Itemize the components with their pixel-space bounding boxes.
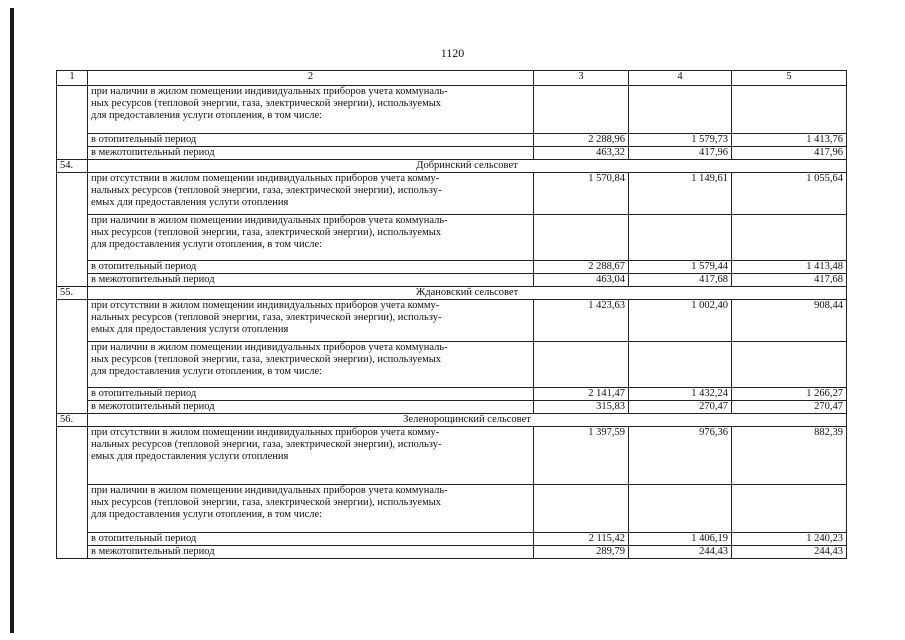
value-cell bbox=[629, 215, 732, 261]
with-meters-description bbox=[88, 86, 534, 134]
value-cell: 244,43 bbox=[629, 546, 732, 559]
value-cell: 1 002,40 bbox=[629, 300, 732, 342]
text-line: при наличии в жилом помещении индивидуальных приборов учета коммуналь- bbox=[91, 215, 448, 226]
with-meters-row bbox=[57, 215, 847, 261]
interheating-label: в межотопительный период bbox=[88, 546, 534, 559]
text-line: нальных ресурсов (тепловой энергии, газа, электрической энергии), использу- bbox=[91, 185, 442, 196]
section-name: Ждановский сельсовет bbox=[88, 287, 847, 300]
row-number-cell bbox=[57, 300, 88, 414]
interheating-label: в межотопительный период bbox=[88, 401, 534, 414]
interheating-row bbox=[57, 546, 847, 559]
value-cell: 1 432,24 bbox=[629, 388, 732, 401]
interheating-row bbox=[57, 274, 847, 287]
page-number: 1120 bbox=[440, 46, 465, 60]
heating-row bbox=[57, 388, 847, 401]
value-cell: 1 266,27 bbox=[732, 388, 847, 401]
value-cell: 1 413,48 bbox=[732, 261, 847, 274]
header-cell: 4 bbox=[629, 71, 732, 86]
section-row bbox=[57, 287, 847, 300]
text-line: при наличии в жилом помещении индивидуальных приборов учета коммуналь- bbox=[91, 485, 448, 496]
without-meters-row bbox=[57, 427, 847, 485]
tariff-table bbox=[56, 70, 847, 559]
value-cell: 1 579,44 bbox=[629, 261, 732, 274]
text-line: для предоставления услуги отопления, в том числе: bbox=[91, 239, 323, 250]
value-cell: 1 579,73 bbox=[629, 134, 732, 147]
value-cell: 417,68 bbox=[629, 274, 732, 287]
heating-row bbox=[57, 261, 847, 274]
value-cell: 1 055,64 bbox=[732, 173, 847, 215]
header-cell: 2 bbox=[88, 71, 534, 86]
with-meters-row bbox=[57, 342, 847, 388]
value-cell: 1 406,19 bbox=[629, 533, 732, 546]
value-cell: 2 141,47 bbox=[534, 388, 629, 401]
heating-row bbox=[57, 533, 847, 546]
value-cell: 270,47 bbox=[629, 401, 732, 414]
value-cell: 270,47 bbox=[732, 401, 847, 414]
text-line: нальных ресурсов (тепловой энергии, газа, электрической энергии), использу- bbox=[91, 312, 442, 323]
value-cell: 315,83 bbox=[534, 401, 629, 414]
value-cell: 1 413,76 bbox=[732, 134, 847, 147]
text-line: ных ресурсов (тепловой энергии, газа, электрической энергии), используемых bbox=[91, 354, 442, 365]
with-meters-row bbox=[57, 86, 847, 134]
without-meters-row bbox=[57, 173, 847, 215]
value-cell: 463,32 bbox=[534, 147, 629, 160]
without-meters-description bbox=[88, 427, 534, 485]
section-row bbox=[57, 414, 847, 427]
row-number-cell bbox=[57, 427, 88, 559]
value-cell: 417,68 bbox=[732, 274, 847, 287]
text-line: емых для предоставления услуги отопления bbox=[91, 324, 289, 335]
value-cell bbox=[732, 86, 847, 134]
without-meters-description bbox=[88, 173, 534, 215]
text-line: для предоставления услуги отопления, в том числе: bbox=[91, 509, 323, 520]
value-cell: 244,43 bbox=[732, 546, 847, 559]
value-cell bbox=[732, 485, 847, 533]
value-cell: 417,96 bbox=[732, 147, 847, 160]
value-cell: 908,44 bbox=[732, 300, 847, 342]
text-line: при отсутствии в жилом помещении индивидуальных приборов учета комму- bbox=[91, 300, 440, 311]
text-line: ных ресурсов (тепловой энергии, газа, электрической энергии), используемых bbox=[91, 497, 442, 508]
without-meters-description bbox=[88, 300, 534, 342]
text-line: нальных ресурсов (тепловой энергии, газа, электрической энергии), использу- bbox=[91, 439, 442, 450]
value-cell: 976,36 bbox=[629, 427, 732, 485]
value-cell: 2 115,42 bbox=[534, 533, 629, 546]
value-cell: 1 397,59 bbox=[534, 427, 629, 485]
section-row bbox=[57, 160, 847, 173]
heating-label: в отопительный период bbox=[88, 261, 534, 274]
heating-label: в отопительный период bbox=[88, 533, 534, 546]
section-name: Зеленорощинский сельсовет bbox=[88, 414, 847, 427]
section-name: Добринский сельсовет bbox=[88, 160, 847, 173]
value-cell bbox=[629, 86, 732, 134]
value-cell: 1 570,84 bbox=[534, 173, 629, 215]
heating-label: в отопительный период bbox=[88, 388, 534, 401]
header-cell: 1 bbox=[57, 71, 88, 86]
section-number: 56. bbox=[57, 414, 88, 427]
value-cell: 463,04 bbox=[534, 274, 629, 287]
text-line: ных ресурсов (тепловой энергии, газа, электрической энергии), используемых bbox=[91, 227, 442, 238]
heating-label: в отопительный период bbox=[88, 134, 534, 147]
text-line: при наличии в жилом помещении индивидуальных приборов учета коммуналь- bbox=[91, 86, 448, 97]
with-meters-description bbox=[88, 485, 534, 533]
header-row bbox=[57, 71, 847, 86]
value-cell: 882,39 bbox=[732, 427, 847, 485]
with-meters-description bbox=[88, 342, 534, 388]
text-line: ных ресурсов (тепловой энергии, газа, электрической энергии), используемых bbox=[91, 98, 442, 109]
value-cell: 1 149,61 bbox=[629, 173, 732, 215]
value-cell bbox=[534, 342, 629, 388]
header-cell: 3 bbox=[534, 71, 629, 86]
value-cell bbox=[732, 215, 847, 261]
text-line: емых для предоставления услуги отопления bbox=[91, 451, 289, 462]
interheating-row bbox=[57, 147, 847, 160]
row-number-cell bbox=[57, 86, 88, 160]
value-cell bbox=[534, 215, 629, 261]
value-cell: 1 423,63 bbox=[534, 300, 629, 342]
text-line: для предоставления услуги отопления, в том числе: bbox=[91, 366, 323, 377]
interheating-label: в межотопительный период bbox=[88, 147, 534, 160]
value-cell: 2 288,67 bbox=[534, 261, 629, 274]
value-cell: 417,96 bbox=[629, 147, 732, 160]
value-cell: 1 240,23 bbox=[732, 533, 847, 546]
text-line: емых для предоставления услуги отопления bbox=[91, 197, 289, 208]
value-cell: 2 288,96 bbox=[534, 134, 629, 147]
text-line: при отсутствии в жилом помещении индивидуальных приборов учета комму- bbox=[91, 173, 440, 184]
interheating-label: в межотопительный период bbox=[88, 274, 534, 287]
value-cell bbox=[629, 342, 732, 388]
value-cell bbox=[534, 485, 629, 533]
heating-row bbox=[57, 134, 847, 147]
section-number: 55. bbox=[57, 287, 88, 300]
interheating-row bbox=[57, 401, 847, 414]
header-cell: 5 bbox=[732, 71, 847, 86]
text-line: при наличии в жилом помещении индивидуальных приборов учета коммуналь- bbox=[91, 342, 448, 353]
value-cell bbox=[534, 86, 629, 134]
without-meters-row bbox=[57, 300, 847, 342]
page-edge-bar bbox=[10, 8, 14, 633]
section-number: 54. bbox=[57, 160, 88, 173]
row-number-cell bbox=[57, 173, 88, 287]
with-meters-description bbox=[88, 215, 534, 261]
value-cell: 289,79 bbox=[534, 546, 629, 559]
text-line: для предоставления услуги отопления, в том числе: bbox=[91, 110, 323, 121]
value-cell bbox=[732, 342, 847, 388]
text-line: при отсутствии в жилом помещении индивидуальных приборов учета комму- bbox=[91, 427, 440, 438]
value-cell bbox=[629, 485, 732, 533]
with-meters-row bbox=[57, 485, 847, 533]
